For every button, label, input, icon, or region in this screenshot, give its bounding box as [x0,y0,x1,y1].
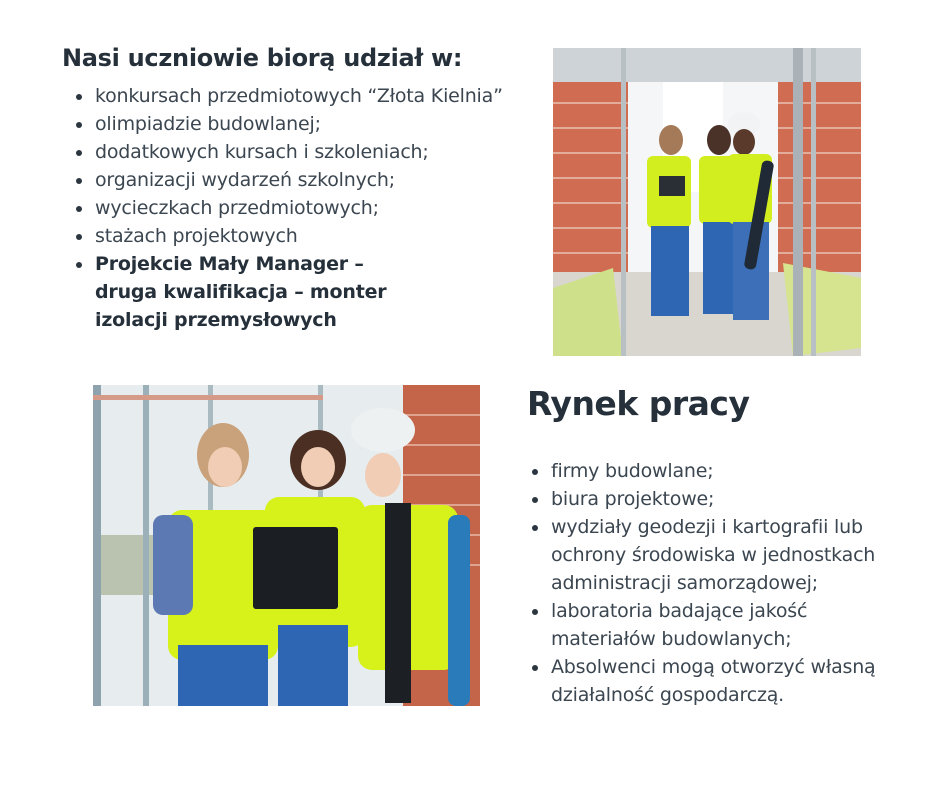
job-market-item: wydziały geodezji i kartografii lub ochrony środowiska w jednostkach administracji samorządowej; [527,513,907,597]
job-market-item: biura projektowe; [527,485,907,513]
participation-item: wycieczkach przedmiotowych; [62,194,552,222]
job-market-section [527,384,907,709]
job-market-heading: Rynek pracy [527,384,750,423]
students-on-site-photo [553,48,861,356]
participation-item: dodatkowych kursach i szkoleniach; [62,138,552,166]
job-market-item: laboratoria badające jakość materiałów budowlanych; [527,597,907,653]
participation-item: konkursach przedmiotowych “Złota Kielnia” [62,82,552,110]
job-market-list [527,457,907,709]
participation-item: organizacji wydarzeń szkolnych; [62,166,552,194]
participation-item-highlight: Projekcie Mały Manager – druga kwalifikacja – monter izolacji przemysłowych [62,250,425,334]
participation-list [62,82,552,334]
job-market-item: Absolwenci mogą otworzyć własną działalność gospodarczą. [527,653,907,709]
participation-heading: Nasi uczniowie biorą udział w: [62,44,463,72]
participation-item: olimpiadzie budowlanej; [62,110,552,138]
participation-section [62,44,552,334]
students-with-clipboard-photo [93,385,480,706]
participation-item: stażach projektowych [62,222,552,250]
job-market-item: firmy budowlane; [527,457,907,485]
